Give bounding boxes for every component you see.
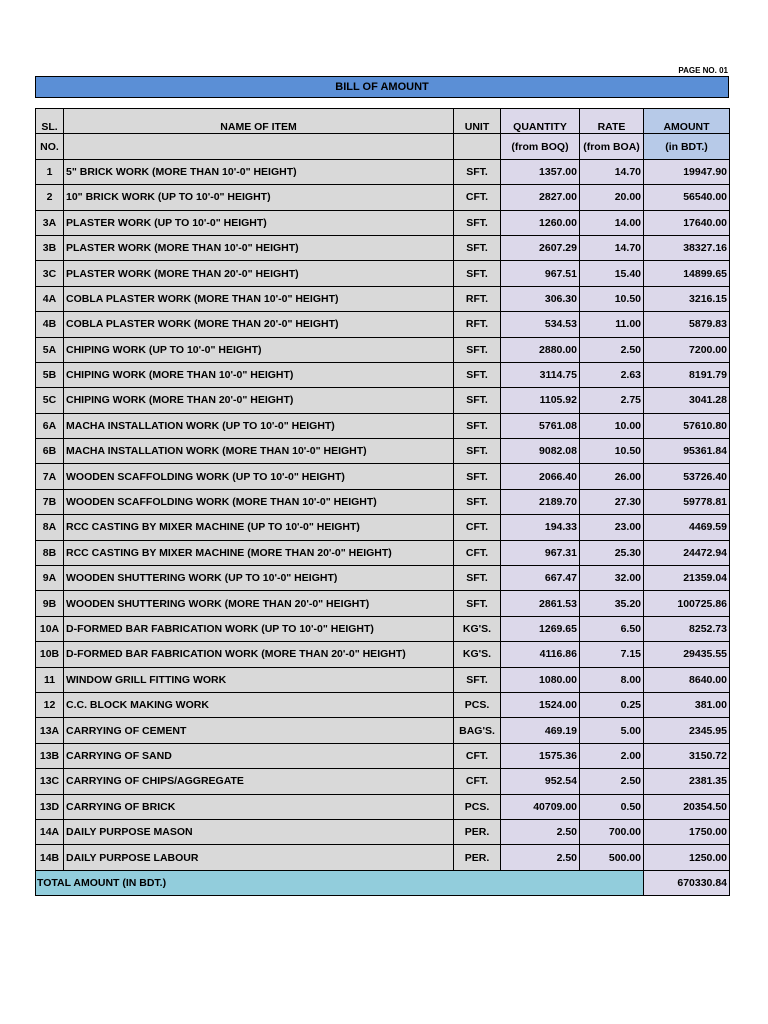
row-rate: 8.00	[580, 667, 644, 692]
table-row	[36, 388, 730, 413]
row-sl-no: 14B	[36, 845, 64, 870]
row-unit: SFT.	[454, 210, 501, 235]
row-item-name: D-FORMED BAR FABRICATION WORK (MORE THAN 20'-0" HEIGHT)	[64, 642, 454, 667]
row-quantity: 2607.29	[501, 235, 580, 260]
row-quantity: 2880.00	[501, 337, 580, 362]
row-rate: 10.50	[580, 439, 644, 464]
row-quantity: 306.30	[501, 286, 580, 311]
row-unit: SFT.	[454, 337, 501, 362]
row-item-name: CARRYING OF CHIPS/AGGREGATE	[64, 769, 454, 794]
row-quantity: 3114.75	[501, 362, 580, 387]
row-item-name: C.C. BLOCK MAKING WORK	[64, 692, 454, 717]
table-row	[36, 261, 730, 286]
table-row	[36, 718, 730, 743]
row-sl-no: 4A	[36, 286, 64, 311]
row-unit: PCS.	[454, 692, 501, 717]
row-item-name: CHIPING WORK (MORE THAN 20'-0" HEIGHT)	[64, 388, 454, 413]
row-quantity: 4116.86	[501, 642, 580, 667]
row-item-name: RCC CASTING BY MIXER MACHINE (MORE THAN 20'-0" HEIGHT)	[64, 540, 454, 565]
row-rate: 500.00	[580, 845, 644, 870]
row-item-name: CHIPING WORK (UP TO 10'-0" HEIGHT)	[64, 337, 454, 362]
row-rate: 2.50	[580, 337, 644, 362]
row-sl-no: 1	[36, 159, 64, 184]
row-sl-no: 8A	[36, 515, 64, 540]
row-item-name: PLASTER WORK (UP TO 10'-0" HEIGHT)	[64, 210, 454, 235]
row-amount: 3150.72	[644, 743, 730, 768]
row-item-name: 5" BRICK WORK (MORE THAN 10'-0" HEIGHT)	[64, 159, 454, 184]
row-quantity: 1575.36	[501, 743, 580, 768]
row-rate: 27.30	[580, 489, 644, 514]
row-item-name: PLASTER WORK (MORE THAN 20'-0" HEIGHT)	[64, 261, 454, 286]
row-rate: 11.00	[580, 312, 644, 337]
row-quantity: 9082.08	[501, 439, 580, 464]
header-row-bottom	[36, 134, 730, 159]
row-unit: PCS.	[454, 794, 501, 819]
row-item-name: 10" BRICK WORK (UP TO 10'-0" HEIGHT)	[64, 185, 454, 210]
table-row	[36, 642, 730, 667]
row-rate: 25.30	[580, 540, 644, 565]
row-amount: 38327.16	[644, 235, 730, 260]
row-rate: 0.50	[580, 794, 644, 819]
row-quantity: 1105.92	[501, 388, 580, 413]
row-unit: PER.	[454, 819, 501, 844]
header-rate-source: (from BOA)	[580, 134, 644, 159]
row-sl-no: 4B	[36, 312, 64, 337]
table-row	[36, 210, 730, 235]
row-quantity: 2827.00	[501, 185, 580, 210]
header-name: NAME OF ITEM	[64, 109, 454, 134]
row-unit: BAG'S.	[454, 718, 501, 743]
row-rate: 35.20	[580, 591, 644, 616]
row-quantity: 2189.70	[501, 489, 580, 514]
row-amount: 17640.00	[644, 210, 730, 235]
table-row	[36, 337, 730, 362]
table-row	[36, 743, 730, 768]
row-rate: 7.15	[580, 642, 644, 667]
row-rate: 0.25	[580, 692, 644, 717]
row-rate: 10.50	[580, 286, 644, 311]
row-amount: 59778.81	[644, 489, 730, 514]
row-sl-no: 12	[36, 692, 64, 717]
row-item-name: PLASTER WORK (MORE THAN 10'-0" HEIGHT)	[64, 235, 454, 260]
row-unit: SFT.	[454, 388, 501, 413]
row-unit: KG'S.	[454, 616, 501, 641]
row-sl-no: 3C	[36, 261, 64, 286]
row-item-name: MACHA INSTALLATION WORK (UP TO 10'-0" HEIGHT)	[64, 413, 454, 438]
row-quantity: 1260.00	[501, 210, 580, 235]
row-unit: SFT.	[454, 489, 501, 514]
row-rate: 20.00	[580, 185, 644, 210]
total-label: TOTAL AMOUNT (IN BDT.)	[36, 870, 644, 895]
row-sl-no: 6B	[36, 439, 64, 464]
row-rate: 23.00	[580, 515, 644, 540]
row-sl-no: 13B	[36, 743, 64, 768]
header-quantity: QUANTITY	[501, 109, 580, 134]
row-sl-no: 5A	[36, 337, 64, 362]
row-unit: SFT.	[454, 439, 501, 464]
row-rate: 26.00	[580, 464, 644, 489]
table-row	[36, 413, 730, 438]
row-rate: 2.63	[580, 362, 644, 387]
row-unit: RFT.	[454, 312, 501, 337]
row-item-name: WOODEN SCAFFOLDING WORK (MORE THAN 10'-0" HEIGHT)	[64, 489, 454, 514]
row-unit: SFT.	[454, 591, 501, 616]
row-amount: 7200.00	[644, 337, 730, 362]
row-unit: SFT.	[454, 667, 501, 692]
row-sl-no: 5C	[36, 388, 64, 413]
row-rate: 2.00	[580, 743, 644, 768]
table-row	[36, 566, 730, 591]
row-unit: SFT.	[454, 464, 501, 489]
row-amount: 1750.00	[644, 819, 730, 844]
row-amount: 8640.00	[644, 667, 730, 692]
row-quantity: 667.47	[501, 566, 580, 591]
row-unit: CFT.	[454, 769, 501, 794]
row-rate: 14.70	[580, 159, 644, 184]
row-amount: 1250.00	[644, 845, 730, 870]
row-quantity: 952.54	[501, 769, 580, 794]
row-quantity: 469.19	[501, 718, 580, 743]
row-sl-no: 3B	[36, 235, 64, 260]
row-unit: CFT.	[454, 515, 501, 540]
header-quantity-source: (from BOQ)	[501, 134, 580, 159]
row-sl-no: 7B	[36, 489, 64, 514]
row-item-name: COBLA PLASTER WORK (MORE THAN 10'-0" HEIGHT)	[64, 286, 454, 311]
row-amount: 56540.00	[644, 185, 730, 210]
row-unit: SFT.	[454, 362, 501, 387]
table-row	[36, 667, 730, 692]
row-amount: 24472.94	[644, 540, 730, 565]
table-row	[36, 464, 730, 489]
row-quantity: 1357.00	[501, 159, 580, 184]
table-row	[36, 362, 730, 387]
header-amount: AMOUNT	[644, 109, 730, 134]
row-rate: 6.50	[580, 616, 644, 641]
row-item-name: WINDOW GRILL FITTING WORK	[64, 667, 454, 692]
row-quantity: 194.33	[501, 515, 580, 540]
header-unit: UNIT	[454, 109, 501, 134]
row-sl-no: 13C	[36, 769, 64, 794]
row-sl-no: 10B	[36, 642, 64, 667]
table-row	[36, 312, 730, 337]
row-rate: 5.00	[580, 718, 644, 743]
row-sl-no: 5B	[36, 362, 64, 387]
row-sl-no: 6A	[36, 413, 64, 438]
row-rate: 700.00	[580, 819, 644, 844]
total-row	[36, 870, 730, 895]
row-amount: 8252.73	[644, 616, 730, 641]
row-unit: RFT.	[454, 286, 501, 311]
row-amount: 53726.40	[644, 464, 730, 489]
row-item-name: CHIPING WORK (MORE THAN 10'-0" HEIGHT)	[64, 362, 454, 387]
row-item-name: WOODEN SHUTTERING WORK (MORE THAN 20'-0" HEIGHT)	[64, 591, 454, 616]
row-unit: SFT.	[454, 566, 501, 591]
row-item-name: DAILY PURPOSE LABOUR	[64, 845, 454, 870]
row-unit: CFT.	[454, 185, 501, 210]
header-row-top	[36, 109, 730, 134]
row-unit: SFT.	[454, 261, 501, 286]
row-amount: 381.00	[644, 692, 730, 717]
row-sl-no: 3A	[36, 210, 64, 235]
row-amount: 2345.95	[644, 718, 730, 743]
table-row	[36, 185, 730, 210]
table-row	[36, 515, 730, 540]
header-sl: SL.	[36, 109, 64, 134]
row-amount: 20354.50	[644, 794, 730, 819]
row-sl-no: 13D	[36, 794, 64, 819]
row-amount: 100725.86	[644, 591, 730, 616]
row-sl-no: 10A	[36, 616, 64, 641]
row-quantity: 2861.53	[501, 591, 580, 616]
row-quantity: 2.50	[501, 845, 580, 870]
row-quantity: 534.53	[501, 312, 580, 337]
header-unit-blank	[454, 134, 501, 159]
table-row	[36, 540, 730, 565]
row-quantity: 967.31	[501, 540, 580, 565]
row-sl-no: 9B	[36, 591, 64, 616]
row-amount: 19947.90	[644, 159, 730, 184]
row-amount: 8191.79	[644, 362, 730, 387]
row-amount: 29435.55	[644, 642, 730, 667]
row-item-name: WOODEN SCAFFOLDING WORK (UP TO 10'-0" HEIGHT)	[64, 464, 454, 489]
row-amount: 95361.84	[644, 439, 730, 464]
table-row	[36, 769, 730, 794]
row-rate: 10.00	[580, 413, 644, 438]
row-unit: SFT.	[454, 413, 501, 438]
row-quantity: 5761.08	[501, 413, 580, 438]
header-rate: RATE	[580, 109, 644, 134]
row-unit: SFT.	[454, 159, 501, 184]
row-item-name: WOODEN SHUTTERING WORK (UP TO 10'-0" HEIGHT)	[64, 566, 454, 591]
header-amount-currency: (in BDT.)	[644, 134, 730, 159]
header-sl-no: NO.	[36, 134, 64, 159]
table-row	[36, 845, 730, 870]
row-unit: SFT.	[454, 235, 501, 260]
row-quantity: 40709.00	[501, 794, 580, 819]
row-item-name: D-FORMED BAR FABRICATION WORK (UP TO 10'-0" HEIGHT)	[64, 616, 454, 641]
row-amount: 3041.28	[644, 388, 730, 413]
row-rate: 2.50	[580, 769, 644, 794]
row-item-name: RCC CASTING BY MIXER MACHINE (UP TO 10'-0" HEIGHT)	[64, 515, 454, 540]
row-amount: 21359.04	[644, 566, 730, 591]
row-quantity: 2.50	[501, 819, 580, 844]
row-sl-no: 8B	[36, 540, 64, 565]
row-unit: CFT.	[454, 540, 501, 565]
table-row	[36, 159, 730, 184]
row-item-name: CARRYING OF BRICK	[64, 794, 454, 819]
row-unit: PER.	[454, 845, 501, 870]
row-rate: 2.75	[580, 388, 644, 413]
bill-table	[35, 108, 730, 896]
table-row	[36, 819, 730, 844]
header-name-blank	[64, 134, 454, 159]
row-rate: 32.00	[580, 566, 644, 591]
row-amount: 57610.80	[644, 413, 730, 438]
row-sl-no: 9A	[36, 566, 64, 591]
row-sl-no: 13A	[36, 718, 64, 743]
row-item-name: CARRYING OF SAND	[64, 743, 454, 768]
table-row	[36, 489, 730, 514]
table-row	[36, 439, 730, 464]
row-amount: 2381.35	[644, 769, 730, 794]
row-quantity: 967.51	[501, 261, 580, 286]
row-amount: 4469.59	[644, 515, 730, 540]
row-unit: CFT.	[454, 743, 501, 768]
table-row	[36, 794, 730, 819]
row-quantity: 1269.65	[501, 616, 580, 641]
document-title: BILL OF AMOUNT	[35, 76, 729, 98]
table-row	[36, 235, 730, 260]
row-quantity: 2066.40	[501, 464, 580, 489]
row-rate: 14.00	[580, 210, 644, 235]
table-row	[36, 616, 730, 641]
row-item-name: MACHA INSTALLATION WORK (MORE THAN 10'-0" HEIGHT)	[64, 439, 454, 464]
table-row	[36, 286, 730, 311]
row-quantity: 1524.00	[501, 692, 580, 717]
row-sl-no: 14A	[36, 819, 64, 844]
row-item-name: COBLA PLASTER WORK (MORE THAN 20'-0" HEIGHT)	[64, 312, 454, 337]
row-quantity: 1080.00	[501, 667, 580, 692]
row-amount: 3216.15	[644, 286, 730, 311]
row-sl-no: 11	[36, 667, 64, 692]
row-amount: 14899.65	[644, 261, 730, 286]
row-rate: 14.70	[580, 235, 644, 260]
total-amount: 670330.84	[644, 870, 730, 895]
page-number: PAGE NO. 01	[678, 66, 728, 75]
row-rate: 15.40	[580, 261, 644, 286]
row-unit: KG'S.	[454, 642, 501, 667]
table-row	[36, 591, 730, 616]
row-sl-no: 2	[36, 185, 64, 210]
row-sl-no: 7A	[36, 464, 64, 489]
row-item-name: CARRYING OF CEMENT	[64, 718, 454, 743]
row-item-name: DAILY PURPOSE MASON	[64, 819, 454, 844]
table-row	[36, 692, 730, 717]
row-amount: 5879.83	[644, 312, 730, 337]
